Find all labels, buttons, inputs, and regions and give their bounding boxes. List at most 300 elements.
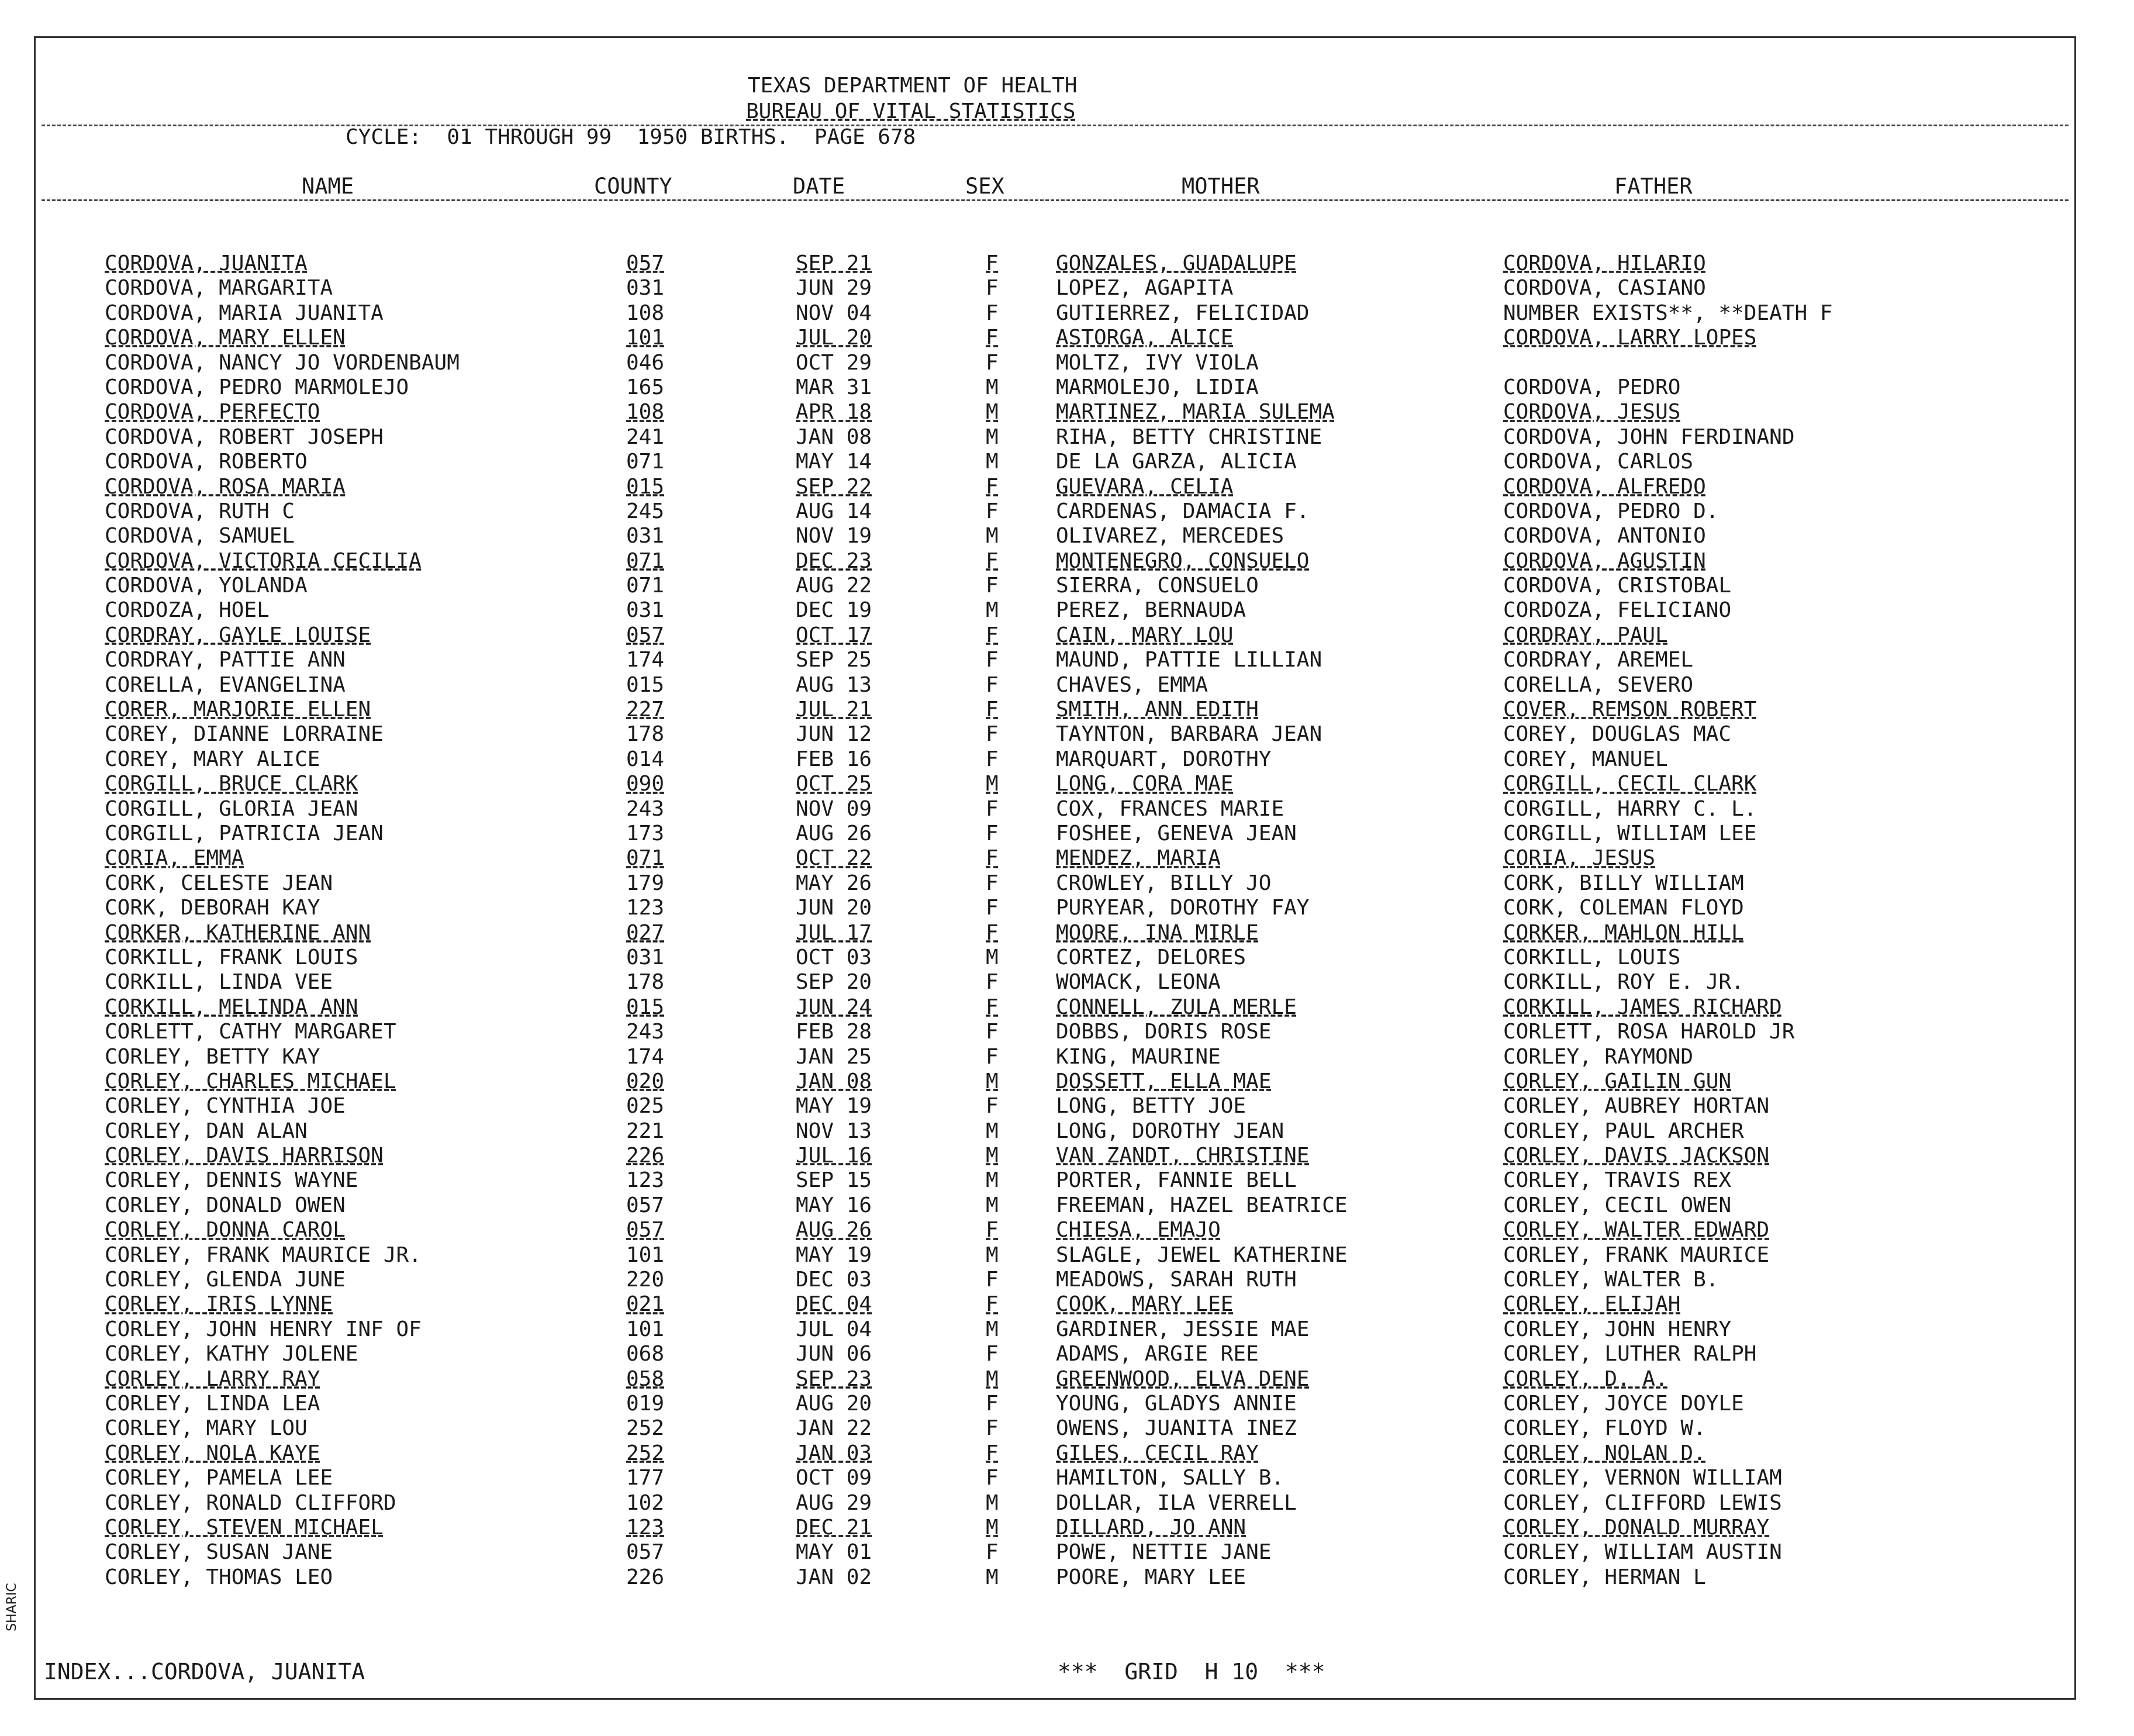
cell-name: CORIA, EMMA xyxy=(105,846,244,871)
cell-sex: M xyxy=(986,772,999,796)
cell-sex: M xyxy=(986,1168,999,1193)
cell-sex: M xyxy=(986,1144,999,1168)
cell-sex: M xyxy=(986,1193,999,1217)
side-label: SHARIC xyxy=(5,1583,19,1631)
cell-county: 031 xyxy=(626,945,665,969)
cell-father: CORDRAY, AREMEL xyxy=(1503,648,1694,672)
cell-date: SEP 23 xyxy=(796,1366,872,1391)
cell-father: CORLEY, WALTER B. xyxy=(1503,1268,1719,1292)
cell-mother: MONTENEGRO, CONSUELO xyxy=(1056,548,1310,573)
cell-date: OCT 22 xyxy=(796,846,872,871)
cell-date: OCT 09 xyxy=(796,1466,872,1490)
cell-father: CORLEY, D. A. xyxy=(1503,1366,1668,1391)
cell-county: 031 xyxy=(626,598,665,623)
cell-father: CORLEY, CLIFFORD LEWIS xyxy=(1503,1490,1782,1515)
cell-mother: CROWLEY, BILLY JO xyxy=(1056,871,1272,895)
cell-mother: MAUND, PATTIE LILLIAN xyxy=(1056,648,1322,672)
cell-date: NOV 19 xyxy=(796,524,872,548)
cell-mother: CAIN, MARY LOU xyxy=(1056,623,1234,647)
cell-county: 020 xyxy=(626,1069,665,1093)
cell-father: CORLEY, NOLAN D. xyxy=(1503,1441,1706,1465)
cell-mother: GUEVARA, CELIA xyxy=(1056,474,1234,499)
cell-name: CORKILL, FRANK LOUIS xyxy=(105,945,358,969)
cell-date: AUG 29 xyxy=(796,1490,872,1515)
cell-date: MAY 19 xyxy=(796,1243,872,1267)
cell-county: 245 xyxy=(626,499,665,523)
table-row xyxy=(36,276,2074,301)
cell-father: COREY, MANUEL xyxy=(1503,747,1668,771)
cell-name: CORDRAY, PATTIE ANN xyxy=(105,648,346,672)
cell-county: 221 xyxy=(626,1119,665,1143)
table-row xyxy=(36,921,2074,945)
cell-name: CORDOVA, SAMUEL xyxy=(105,524,295,548)
cell-date: MAY 16 xyxy=(796,1193,872,1217)
cell-sex: F xyxy=(986,846,999,871)
cell-county: 057 xyxy=(626,1540,665,1565)
cell-father: COREY, DOUGLAS MAC xyxy=(1503,722,1732,747)
cell-mother: DOSSETT, ELLA MAE xyxy=(1056,1069,1272,1093)
cell-sex: F xyxy=(986,276,999,301)
cell-sex: F xyxy=(986,1540,999,1565)
cell-father: CORKILL, ROY E. JR. xyxy=(1503,970,1744,995)
cell-sex: F xyxy=(986,1268,999,1292)
cell-sex: F xyxy=(986,548,999,573)
cell-name: CORKER, KATHERINE ANN xyxy=(105,920,371,945)
cell-date: JAN 25 xyxy=(796,1044,872,1069)
cell-father: CORDOVA, AGUSTIN xyxy=(1503,548,1706,573)
cell-date: OCT 03 xyxy=(796,945,872,969)
cell-name: CORDOVA, ROBERTO xyxy=(105,450,308,474)
cell-father: CORLEY, RAYMOND xyxy=(1503,1044,1694,1069)
cell-date: MAR 31 xyxy=(796,375,872,399)
cell-mother: MEADOWS, SARAH RUTH xyxy=(1056,1268,1297,1292)
cell-sex: F xyxy=(986,499,999,523)
cell-date: NOV 04 xyxy=(796,301,872,325)
table-row xyxy=(36,1292,2074,1317)
cell-father: CORDOVA, ALFREDO xyxy=(1503,474,1706,499)
cell-date: SEP 25 xyxy=(796,648,872,672)
cell-date: DEC 03 xyxy=(796,1268,872,1292)
table-row xyxy=(36,1119,2074,1144)
cell-name: CORLEY, SUSAN JANE xyxy=(105,1540,333,1565)
cell-sex: M xyxy=(986,524,999,548)
cell-county: 090 xyxy=(626,772,665,796)
cell-county: 226 xyxy=(626,1565,665,1589)
cell-name: CORKILL, LINDA VEE xyxy=(105,970,333,995)
cell-father: CORKILL, LOUIS xyxy=(1503,945,1681,969)
cell-date: SEP 20 xyxy=(796,970,872,995)
cell-sex: F xyxy=(986,1466,999,1490)
cell-name: CORLEY, JOHN HENRY INF OF xyxy=(105,1317,422,1341)
cell-father: CORLEY, GAILIN GUN xyxy=(1503,1069,1732,1093)
cell-sex: F xyxy=(986,648,999,672)
cell-county: 015 xyxy=(626,995,665,1019)
cell-date: DEC 21 xyxy=(796,1515,872,1540)
table-row xyxy=(36,995,2074,1020)
table-row xyxy=(36,1342,2074,1366)
table-row xyxy=(36,1243,2074,1268)
table-row xyxy=(36,1144,2074,1168)
cell-sex: F xyxy=(986,698,999,722)
cell-mother: LONG, BETTY JOE xyxy=(1056,1094,1246,1119)
cell-sex: F xyxy=(986,871,999,895)
cell-name: CORLEY, DONALD OWEN xyxy=(105,1193,346,1217)
table-row xyxy=(36,1491,2074,1516)
table-row xyxy=(36,648,2074,672)
table-row xyxy=(36,524,2074,548)
cell-mother: DOBBS, DORIS ROSE xyxy=(1056,1020,1272,1044)
cell-mother: MARQUART, DOROTHY xyxy=(1056,747,1272,771)
cell-mother: CARDENAS, DAMACIA F. xyxy=(1056,499,1310,523)
cell-father: CORLEY, JOYCE DOYLE xyxy=(1503,1391,1744,1416)
cell-name: CORLEY, GLENDA JUNE xyxy=(105,1268,346,1292)
cell-date: NOV 09 xyxy=(796,796,872,821)
cell-county: 031 xyxy=(626,524,665,548)
table-row xyxy=(36,1516,2074,1540)
cell-sex: F xyxy=(986,1416,999,1441)
cell-sex: F xyxy=(986,301,999,325)
cell-mother: TAYNTON, BARBARA JEAN xyxy=(1056,722,1322,747)
cell-mother: GILES, CECIL RAY xyxy=(1056,1441,1259,1465)
cell-mother: MARMOLEJO, LIDIA xyxy=(1056,375,1259,399)
cell-date: JUL 16 xyxy=(796,1144,872,1168)
cell-father: CORLEY, LUTHER RALPH xyxy=(1503,1342,1757,1366)
cell-father: CORLEY, FRANK MAURICE xyxy=(1503,1243,1770,1267)
cell-sex: M xyxy=(986,1243,999,1267)
cell-date: AUG 22 xyxy=(796,574,872,598)
cell-father: CORKILL, JAMES RICHARD xyxy=(1503,995,1782,1019)
cell-date: AUG 13 xyxy=(796,672,872,697)
cell-name: CORLEY, NOLA KAYE xyxy=(105,1441,320,1465)
cell-father: CORGILL, CECIL CLARK xyxy=(1503,772,1757,796)
cell-county: 243 xyxy=(626,1020,665,1044)
cell-county: 071 xyxy=(626,548,665,573)
table-row xyxy=(36,797,2074,822)
cell-name: CORLEY, STEVEN MICHAEL xyxy=(105,1515,384,1540)
cell-sex: F xyxy=(986,1342,999,1366)
column-header-divider xyxy=(42,199,2069,201)
cell-name: CORDOVA, PERFECTO xyxy=(105,400,320,424)
cell-date: FEB 16 xyxy=(796,747,872,771)
cell-mother: LONG, DOROTHY JEAN xyxy=(1056,1119,1284,1143)
cell-mother: POORE, MARY LEE xyxy=(1056,1565,1246,1589)
table-row xyxy=(36,499,2074,524)
table-row xyxy=(36,549,2074,574)
cell-date: MAY 19 xyxy=(796,1094,872,1119)
table-row xyxy=(36,1441,2074,1466)
cell-date: OCT 25 xyxy=(796,772,872,796)
cell-mother: COX, FRANCES MARIE xyxy=(1056,796,1284,821)
cell-name: CORLEY, DAN ALAN xyxy=(105,1119,308,1143)
table-row xyxy=(36,747,2074,772)
cell-sex: F xyxy=(986,1441,999,1465)
table-row xyxy=(36,1367,2074,1392)
table-row xyxy=(36,1094,2074,1119)
cell-date: FEB 28 xyxy=(796,1020,872,1044)
cell-sex: M xyxy=(986,1515,999,1540)
cell-sex: F xyxy=(986,1292,999,1317)
cell-sex: M xyxy=(986,1119,999,1143)
table-row xyxy=(36,698,2074,722)
cell-name: CORLEY, MARY LOU xyxy=(105,1416,308,1441)
cell-name: CORLEY, FRANK MAURICE JR. xyxy=(105,1243,422,1267)
cell-date: JAN 08 xyxy=(796,1069,872,1093)
cell-name: CORDOVA, YOLANDA xyxy=(105,574,308,598)
cell-sex: M xyxy=(986,1490,999,1515)
cell-mother: OLIVAREZ, MERCEDES xyxy=(1056,524,1284,548)
cell-father: CORDOVA, LARRY LOPES xyxy=(1503,326,1757,350)
cell-sex: F xyxy=(986,1020,999,1044)
cell-mother: SMITH, ANN EDITH xyxy=(1056,698,1259,722)
cell-mother: SLAGLE, JEWEL KATHERINE xyxy=(1056,1243,1348,1267)
cell-date: SEP 22 xyxy=(796,474,872,499)
cell-sex: F xyxy=(986,1391,999,1416)
cell-sex: M xyxy=(986,1317,999,1341)
table-row xyxy=(36,822,2074,846)
table-row xyxy=(36,623,2074,648)
cell-sex: F xyxy=(986,1094,999,1119)
cell-father: CORDOVA, ANTONIO xyxy=(1503,524,1706,548)
cell-sex: F xyxy=(986,722,999,747)
cell-date: JUN 12 xyxy=(796,722,872,747)
table-row xyxy=(36,301,2074,326)
bureau-title: BUREAU OF VITAL STATISTICS xyxy=(746,99,1076,123)
table-row xyxy=(36,673,2074,698)
cell-date: OCT 17 xyxy=(796,623,872,647)
cell-father: CORLEY, FLOYD W. xyxy=(1503,1416,1706,1441)
cell-father: CORLEY, CECIL OWEN xyxy=(1503,1193,1732,1217)
column-header-name: NAME xyxy=(302,174,354,199)
cell-county: 177 xyxy=(626,1466,665,1490)
table-row xyxy=(36,970,2074,995)
cell-date: DEC 19 xyxy=(796,598,872,623)
table-row xyxy=(36,1268,2074,1292)
cell-county: 046 xyxy=(626,350,665,375)
cell-sex: F xyxy=(986,623,999,647)
cell-date: JUN 24 xyxy=(796,995,872,1019)
cell-sex: M xyxy=(986,400,999,424)
table-row xyxy=(36,1317,2074,1342)
table-row xyxy=(36,351,2074,375)
table-row xyxy=(36,1045,2074,1069)
cell-county: 057 xyxy=(626,623,665,647)
cell-name: CORELLA, EVANGELINA xyxy=(105,672,346,697)
cell-county: 252 xyxy=(626,1416,665,1441)
cell-county: 178 xyxy=(626,722,665,747)
cell-mother: HAMILTON, SALLY B. xyxy=(1056,1466,1284,1490)
cell-name: CORLEY, DAVIS HARRISON xyxy=(105,1144,384,1168)
cell-county: 071 xyxy=(626,574,665,598)
cell-county: 025 xyxy=(626,1094,665,1119)
cell-county: 101 xyxy=(626,1243,665,1267)
cell-father: CORLEY, TRAVIS REX xyxy=(1503,1168,1732,1193)
cell-father: CORLEY, WALTER EDWARD xyxy=(1503,1218,1770,1243)
cell-sex: F xyxy=(986,995,999,1019)
cell-county: 058 xyxy=(626,1366,665,1391)
table-row xyxy=(36,1168,2074,1193)
cell-county: 178 xyxy=(626,970,665,995)
cell-date: NOV 13 xyxy=(796,1119,872,1143)
cell-mother: YOUNG, GLADYS ANNIE xyxy=(1056,1391,1297,1416)
cell-father: CORK, BILLY WILLIAM xyxy=(1503,871,1744,895)
cell-father: CORDOVA, PEDRO xyxy=(1503,375,1681,399)
cell-mother: RIHA, BETTY CHRISTINE xyxy=(1056,424,1322,449)
table-row xyxy=(36,1020,2074,1044)
cell-name: CORLEY, DONNA CAROL xyxy=(105,1218,346,1243)
cell-sex: F xyxy=(986,920,999,945)
table-row xyxy=(36,598,2074,623)
cell-county: 252 xyxy=(626,1441,665,1465)
cell-sex: F xyxy=(986,672,999,697)
cell-mother: POWE, NETTIE JANE xyxy=(1056,1540,1272,1565)
cell-county: 015 xyxy=(626,474,665,499)
cell-date: SEP 21 xyxy=(796,251,872,275)
cell-name: CORK, CELESTE JEAN xyxy=(105,871,333,895)
cell-mother: PORTER, FANNIE BELL xyxy=(1056,1168,1297,1193)
cell-father: CORLEY, PAUL ARCHER xyxy=(1503,1119,1744,1143)
cell-name: CORLEY, CYNTHIA JOE xyxy=(105,1094,346,1119)
cell-sex: F xyxy=(986,970,999,995)
cell-mother: ASTORGA, ALICE xyxy=(1056,326,1234,350)
cell-name: CORLEY, THOMAS LEO xyxy=(105,1565,333,1589)
table-row xyxy=(36,896,2074,920)
cell-father: CORLEY, ELIJAH xyxy=(1503,1292,1681,1317)
cell-name: CORLEY, LINDA LEA xyxy=(105,1391,320,1416)
cell-date: MAY 14 xyxy=(796,450,872,474)
cell-mother: ADAMS, ARGIE REE xyxy=(1056,1342,1259,1366)
column-header-county: COUNTY xyxy=(594,174,672,199)
cell-sex: M xyxy=(986,424,999,449)
column-header-sex: SEX xyxy=(965,174,1004,199)
table-row xyxy=(36,450,2074,474)
cell-date: AUG 26 xyxy=(796,821,872,845)
cell-county: 123 xyxy=(626,896,665,920)
cell-mother: FREEMAN, HAZEL BEATRICE xyxy=(1056,1193,1348,1217)
cell-father: CORLEY, DONALD MURRAY xyxy=(1503,1515,1770,1540)
cell-name: CORKILL, MELINDA ANN xyxy=(105,995,358,1019)
cell-mother: LOPEZ, AGAPITA xyxy=(1056,276,1234,301)
cell-date: JUL 20 xyxy=(796,326,872,350)
cell-county: 057 xyxy=(626,1193,665,1217)
cell-name: CORLEY, BETTY KAY xyxy=(105,1044,320,1069)
table-row xyxy=(36,846,2074,871)
department-title: TEXAS DEPARTMENT OF HEALTH xyxy=(748,74,1078,98)
cell-name: CORDOVA, MARIA JUANITA xyxy=(105,301,384,325)
cell-county: 015 xyxy=(626,672,665,697)
cell-mother: MENDEZ, MARIA xyxy=(1056,846,1221,871)
table-row xyxy=(36,1416,2074,1441)
cell-county: 057 xyxy=(626,1218,665,1243)
cell-county: 241 xyxy=(626,424,665,449)
cell-date: JUN 20 xyxy=(796,896,872,920)
cell-date: DEC 04 xyxy=(796,1292,872,1317)
table-row xyxy=(36,1540,2074,1565)
cell-sex: M xyxy=(986,1366,999,1391)
cell-name: CORLEY, LARRY RAY xyxy=(105,1366,320,1391)
cell-sex: F xyxy=(986,251,999,275)
cell-father: CORDOVA, JESUS xyxy=(1503,400,1681,424)
cell-mother: FOSHEE, GENEVA JEAN xyxy=(1056,821,1297,845)
cell-date: JUL 17 xyxy=(796,920,872,945)
cell-mother: CHIESA, EMAJO xyxy=(1056,1218,1221,1243)
table-row xyxy=(36,574,2074,598)
table-row xyxy=(36,1466,2074,1490)
cell-sex: F xyxy=(986,896,999,920)
cell-date: JUL 21 xyxy=(796,698,872,722)
cell-date: AUG 14 xyxy=(796,499,872,523)
cell-county: 014 xyxy=(626,747,665,771)
cell-name: CORLEY, DENNIS WAYNE xyxy=(105,1168,358,1193)
table-row xyxy=(36,871,2074,896)
cell-mother: DILLARD, JO ANN xyxy=(1056,1515,1246,1540)
cell-county: 031 xyxy=(626,276,665,301)
cell-county: 179 xyxy=(626,871,665,895)
cell-name: CORDOZA, HOEL xyxy=(105,598,270,623)
cell-father: CORDOVA, CASIANO xyxy=(1503,276,1706,301)
cell-county: 101 xyxy=(626,1317,665,1341)
table-row xyxy=(36,400,2074,424)
table-row xyxy=(36,1069,2074,1094)
cell-mother: CONNELL, ZULA MERLE xyxy=(1056,995,1297,1019)
cell-father: COVER, REMSON ROBERT xyxy=(1503,698,1757,722)
cell-father: CORLEY, VERNON WILLIAM xyxy=(1503,1466,1782,1490)
cell-father: CORGILL, HARRY C. L. xyxy=(1503,796,1757,821)
index-label: INDEX...CORDOVA, JUANITA xyxy=(44,1659,365,1685)
cell-name: CORLEY, IRIS LYNNE xyxy=(105,1292,333,1317)
cell-date: JAN 08 xyxy=(796,424,872,449)
cell-name: CORK, DEBORAH KAY xyxy=(105,896,320,920)
table-row xyxy=(36,251,2074,276)
cell-father: CORDOVA, JOHN FERDINAND xyxy=(1503,424,1795,449)
cell-father: NUMBER EXISTS**, **DEATH F xyxy=(1503,301,1833,325)
cell-date: MAY 26 xyxy=(796,871,872,895)
cell-mother: DOLLAR, ILA VERRELL xyxy=(1056,1490,1297,1515)
cell-date: DEC 23 xyxy=(796,548,872,573)
cell-sex: F xyxy=(986,574,999,598)
cell-county: 071 xyxy=(626,450,665,474)
cell-father: CORIA, JESUS xyxy=(1503,846,1656,871)
cell-date: OCT 29 xyxy=(796,350,872,375)
cell-county: 123 xyxy=(626,1515,665,1540)
cell-father: CORLEY, JOHN HENRY xyxy=(1503,1317,1732,1341)
cell-father: CORLEY, WILLIAM AUSTIN xyxy=(1503,1540,1782,1565)
cell-mother: OWENS, JUANITA INEZ xyxy=(1056,1416,1297,1441)
cell-mother: COOK, MARY LEE xyxy=(1056,1292,1234,1317)
cell-date: JUN 06 xyxy=(796,1342,872,1366)
cell-county: 102 xyxy=(626,1490,665,1515)
cell-mother: VAN ZANDT, CHRISTINE xyxy=(1056,1144,1310,1168)
cell-mother: GREENWOOD, ELVA DENE xyxy=(1056,1366,1310,1391)
cell-mother: MARTINEZ, MARIA SULEMA xyxy=(1056,400,1335,424)
cell-mother: PURYEAR, DOROTHY FAY xyxy=(1056,896,1310,920)
cell-father: CORDOVA, CRISTOBAL xyxy=(1503,574,1732,598)
column-header-father: FATHER xyxy=(1614,174,1693,199)
column-header-mother: MOTHER xyxy=(1182,174,1260,199)
table-row xyxy=(36,326,2074,350)
cell-mother: PEREZ, BERNAUDA xyxy=(1056,598,1246,623)
cell-name: CORLEY, CHARLES MICHAEL xyxy=(105,1069,396,1093)
cell-sex: F xyxy=(986,350,999,375)
cell-father: CORELLA, SEVERO xyxy=(1503,672,1694,697)
cell-father: CORDOZA, FELICIANO xyxy=(1503,598,1732,623)
cell-date: JUN 29 xyxy=(796,276,872,301)
cell-name: CORDOVA, ROSA MARIA xyxy=(105,474,346,499)
cell-mother: CHAVES, EMMA xyxy=(1056,672,1208,697)
cell-mother: GONZALES, GUADALUPE xyxy=(1056,251,1297,275)
cell-mother: MOLTZ, IVY VIOLA xyxy=(1056,350,1259,375)
cell-name: CORDOVA, NANCY JO VORDENBAUM xyxy=(105,350,460,375)
cell-name: CORDOVA, PEDRO MARMOLEJO xyxy=(105,375,409,399)
